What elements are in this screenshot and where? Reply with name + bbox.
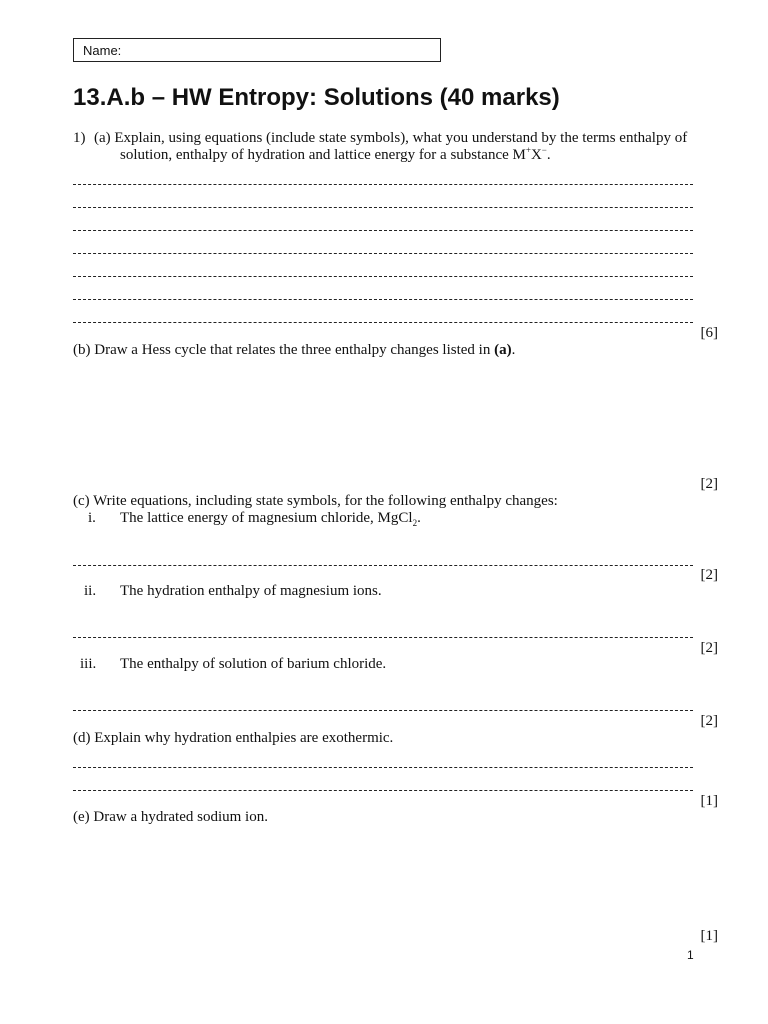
question-number: 1): [73, 130, 86, 146]
question-a-line2: solution, enthalpy of hydration and lattice energy for a substance M+X−.: [120, 145, 551, 163]
item-number-ii: ii.: [84, 583, 97, 599]
marks-d: [1]: [700, 793, 718, 809]
question-c-ii: The hydration enthalpy of magnesium ions.: [120, 583, 382, 599]
marks-b: [2]: [700, 476, 718, 492]
question-d: (d) Explain why hydration enthalpies are exothermic.: [73, 730, 394, 746]
question-c-iii: The enthalpy of solution of barium chloride.: [120, 656, 387, 672]
answer-line[interactable]: [73, 790, 693, 791]
question-a-line1: (a) Explain, using equations (include state symbols), what you understand by the terms enthalpy of: [94, 130, 688, 146]
answer-line[interactable]: [73, 322, 693, 323]
answer-line[interactable]: [73, 565, 693, 566]
question-c: (c) Write equations, including state symbols, for the following enthalpy changes:: [73, 493, 558, 509]
question-b: (b) Draw a Hess cycle that relates the three enthalpy changes listed in (a).: [73, 342, 516, 358]
marks-c-ii: [2]: [700, 640, 718, 656]
answer-line[interactable]: [73, 637, 693, 638]
name-label: Name:: [83, 43, 122, 58]
marks-a: [6]: [700, 325, 718, 341]
answer-line[interactable]: [73, 253, 693, 254]
answer-line[interactable]: [73, 230, 693, 231]
question-c-i: The lattice energy of magnesium chloride, MgCl$_2$.: [120, 510, 421, 528]
page-number: 1: [687, 948, 694, 962]
item-number-i: i.: [88, 510, 96, 526]
answer-line[interactable]: [73, 276, 693, 277]
marks-c-iii: [2]: [700, 713, 718, 729]
answer-line[interactable]: [73, 184, 693, 185]
marks-e: [1]: [700, 928, 718, 944]
item-number-iii: iii.: [80, 656, 97, 672]
answer-line[interactable]: [73, 299, 693, 300]
name-field[interactable]: [73, 38, 441, 62]
answer-line[interactable]: [73, 207, 693, 208]
marks-c-i: [2]: [700, 567, 718, 583]
page-title: 13.A.b – HW Entropy: Solutions (40 marks): [73, 84, 560, 111]
answer-line[interactable]: [73, 710, 693, 711]
answer-line[interactable]: [73, 767, 693, 768]
question-e: (e) Draw a hydrated sodium ion.: [73, 809, 268, 825]
